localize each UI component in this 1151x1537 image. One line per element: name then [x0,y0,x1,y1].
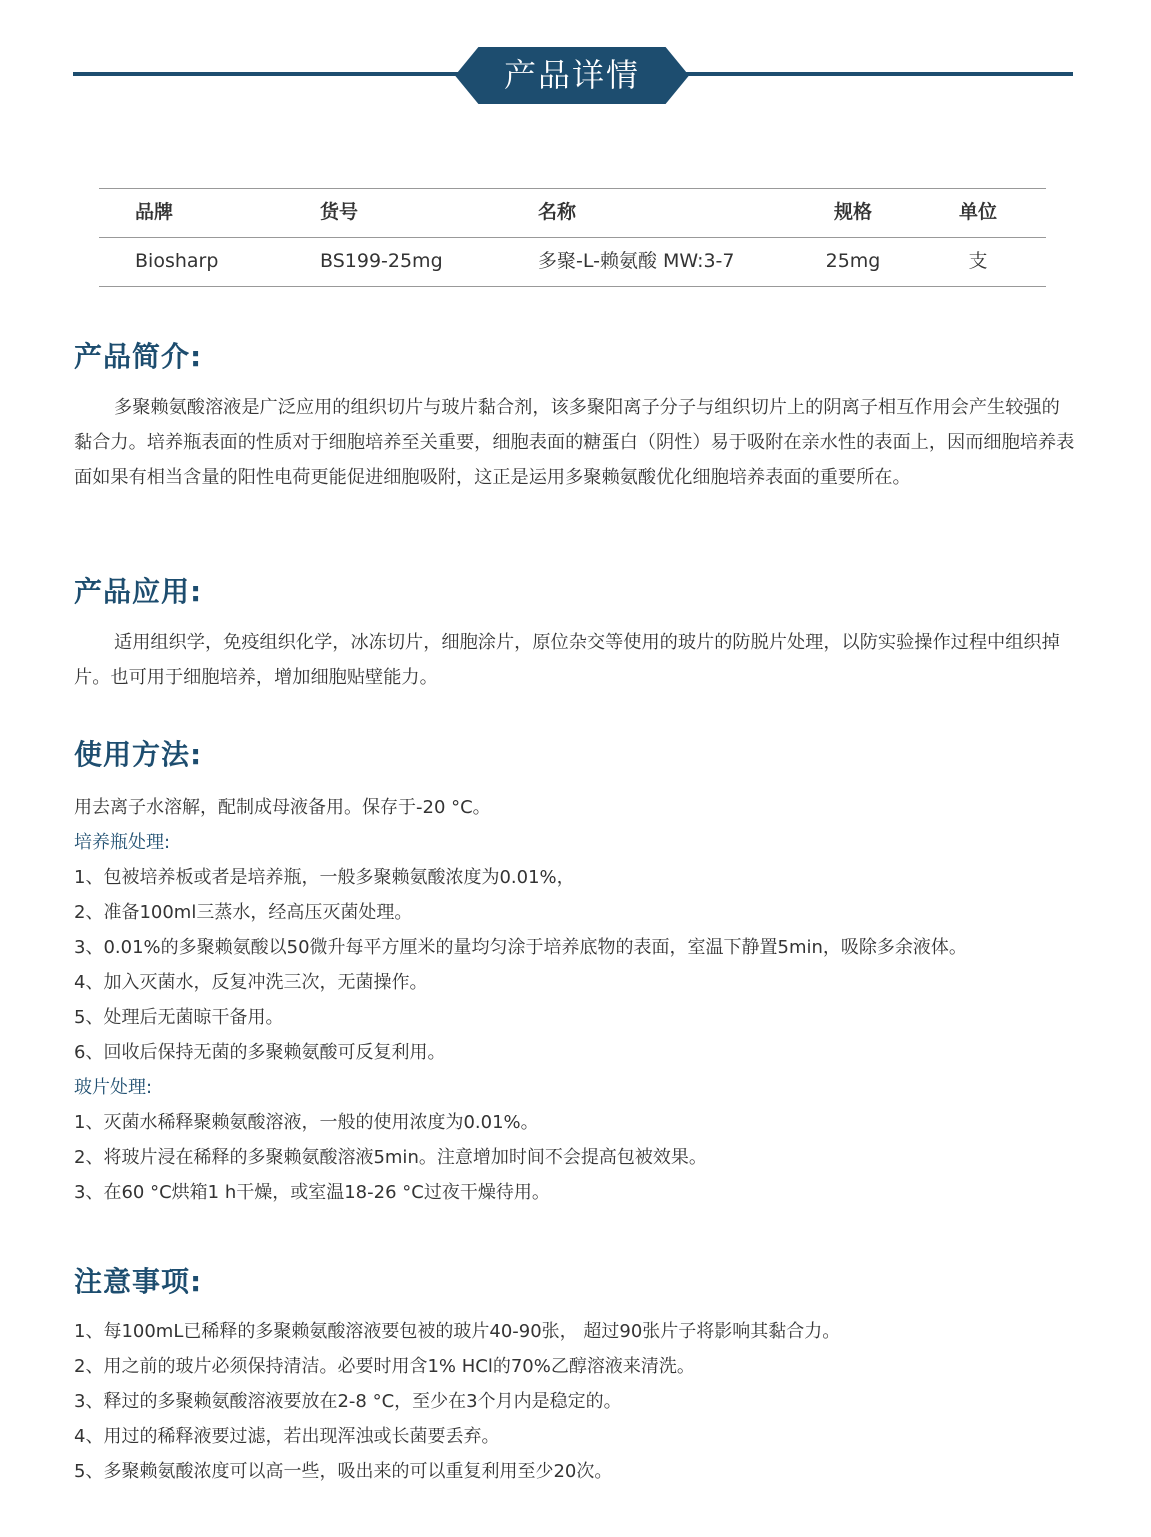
list-item: 1、灭菌水稀释聚赖氨酸溶液，一般的使用浓度为0.01%。 [74,1112,539,1133]
header-brand: 品牌 [135,201,174,223]
list-item: 3、0.01%的多聚赖氨酸以50微升每平方厘米的量均匀涂于培养底物的表面，室温下静置5min，吸除多余液体。 [74,937,967,958]
product-table [99,188,1046,287]
list-item: 4、加入灭菌水，反复冲洗三次，无菌操作。 [74,972,428,993]
usage-intro: 用去离子水溶解，配制成母液备用。保存于-20 °C。 [74,797,491,818]
header-spec: 规格 [833,201,872,223]
list-item: 2、用之前的玻片必须保持清洁。必要时用含1% HCl的70%乙醇溶液来清洗。 [74,1356,695,1377]
list-item: 2、准备100ml三蒸水，经高压灭菌处理。 [74,902,413,923]
table-header-row [99,188,1046,238]
list-item: 4、用过的稀释液要过滤，若出现浑浊或长菌要丢弃。 [74,1426,500,1447]
application-heading: 产品应用: [74,575,203,608]
list-item: 6、回收后保持无菌的多聚赖氨酸可反复利用。 [74,1042,446,1063]
list-item: 3、释过的多聚赖氨酸溶液要放在2-8 °C，至少在3个月内是稳定的。 [74,1391,622,1412]
cell-brand: Biosharp [135,250,219,272]
cell-spec: 25mg [825,250,881,272]
cell-catalog-number: BS199-25mg [320,250,443,272]
slide-treatment-title: 玻片处理: [74,1077,153,1098]
usage-heading: 使用方法: [74,738,203,771]
intro-heading: 产品简介: [74,340,203,373]
notes-list [74,1314,1114,1489]
header-name: 名称 [538,201,577,223]
intro-paragraph: 多聚赖氨酸溶液是广泛应用的组织切片与玻片黏合剂，该多聚阳离子分子与组织切片上的阴离子相互作用会产生较强的黏合力。培养瓶表面的性质对于细胞培养至关重要，细胞表面的糖蛋白（阴性）易于吸附在亲水性的表面上，因而细胞培养表面如果有相当含量的阳性电荷更能促进细胞吸附，这正是运用多聚赖氨酸优化细胞培养表面的重要所在。 [74,397,1075,488]
list-item: 5、处理后无菌晾干备用。 [74,1007,284,1028]
header-unit: 单位 [958,201,997,223]
notes-heading: 注意事项: [74,1265,203,1298]
table-row [99,238,1046,287]
list-item: 3、在60 °C烘箱1 h干燥，或室温18-26 °C过夜干燥待用。 [74,1182,550,1203]
banner-title: 产品详情 [503,56,640,94]
usage-list [74,790,1114,1210]
flask-treatment-title: 培养瓶处理: [74,832,171,853]
cell-unit: 支 [968,250,988,272]
list-item: 1、包被培养板或者是培养瓶，一般多聚赖氨酸浓度为0.01%， [74,867,575,888]
list-item: 2、将玻片浸在稀释的多聚赖氨酸溶液5min。注意增加时间不会提高包被效果。 [74,1147,707,1168]
section-banner [0,0,1151,110]
list-item: 1、每100mL已稀释的多聚赖氨酸溶液要包被的玻片40-90张， 超过90张片子将影响其黏合力。 [74,1321,841,1342]
cell-name: 多聚-L-赖氨酸 MW:3-7 [538,250,735,272]
header-catalog-number: 货号 [320,201,359,223]
list-item: 5、多聚赖氨酸浓度可以高一些，吸出来的可以重复利用至少20次。 [74,1461,613,1482]
application-paragraph: 适用组织学，免疫组织化学，冰冻切片，细胞涂片，原位杂交等使用的玻片的防脱片处理，以防实验操作过程中组织掉片。也可用于细胞培养，增加细胞贴壁能力。 [74,632,1060,688]
